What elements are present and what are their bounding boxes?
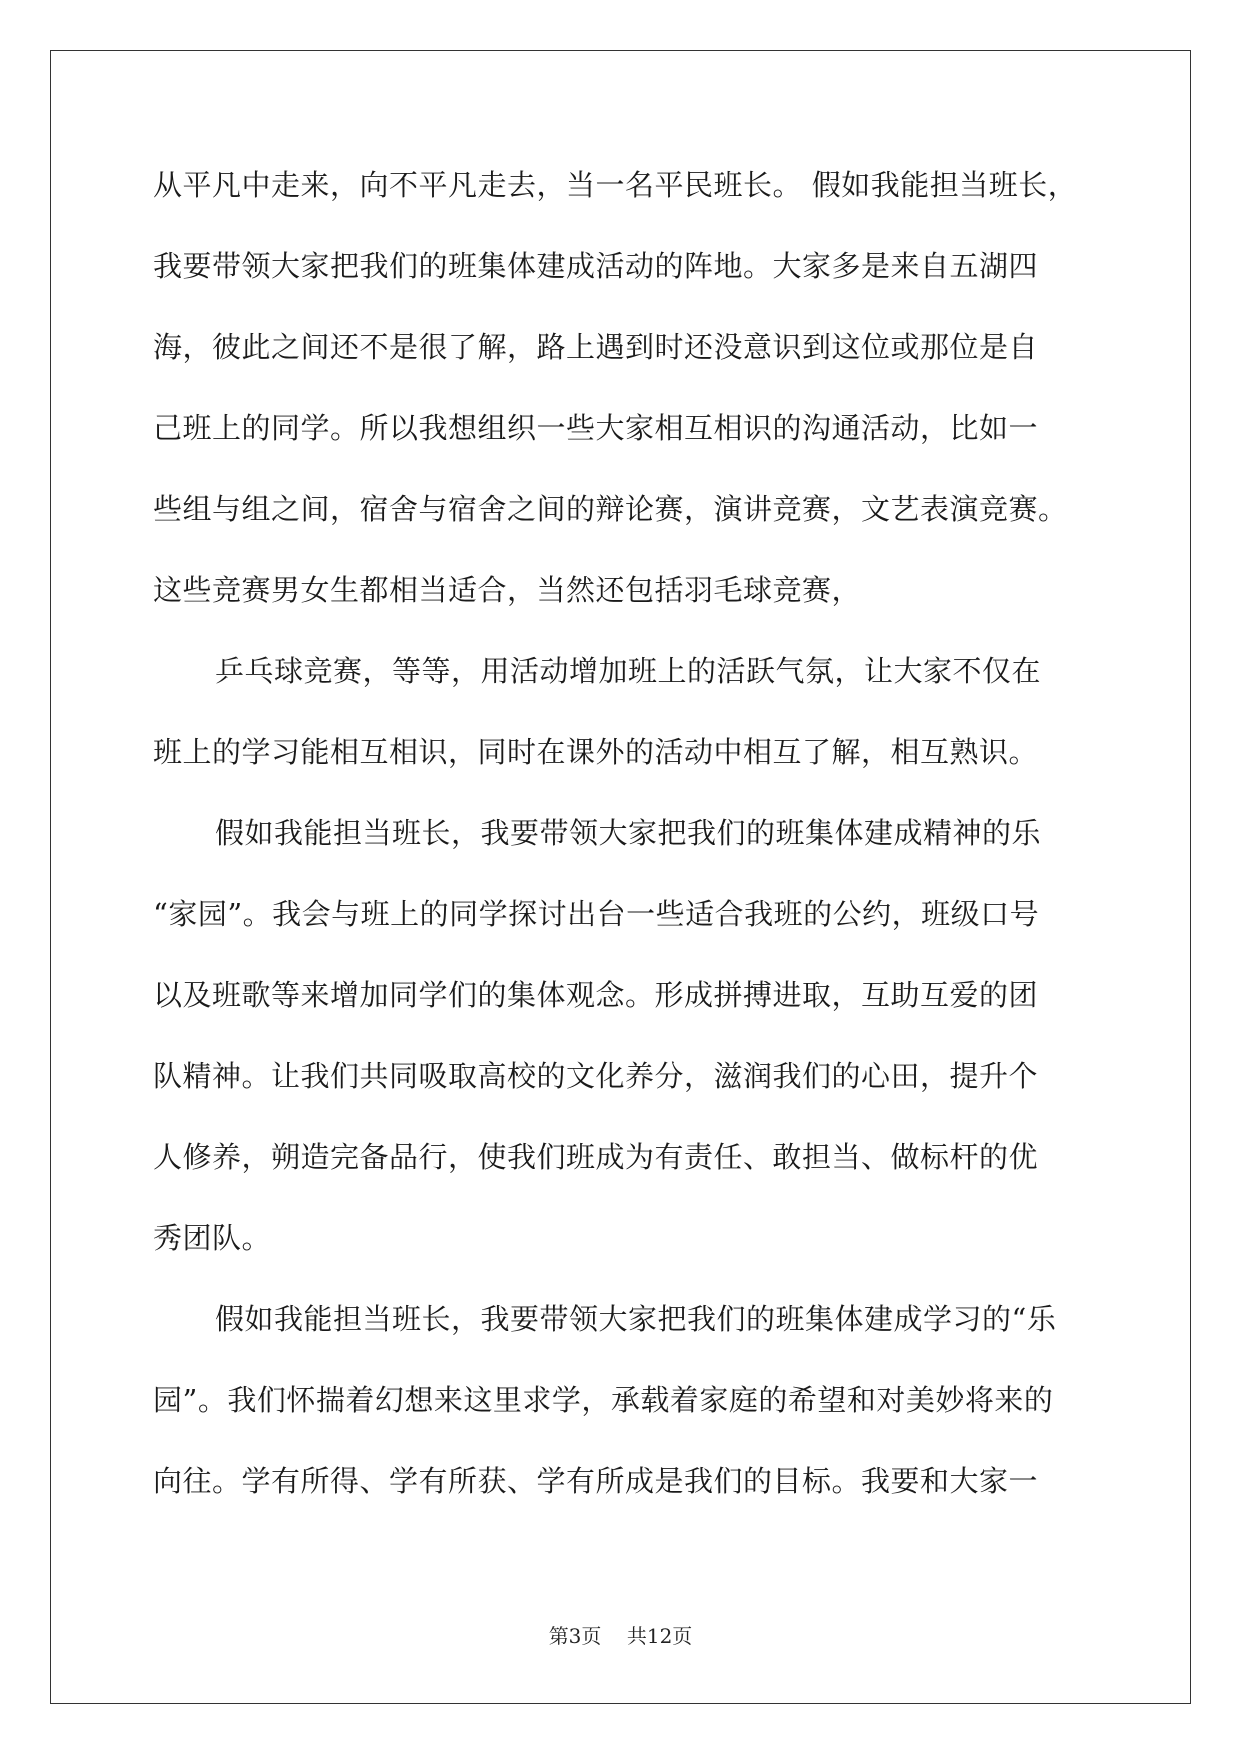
text-line: 人修养，朔造完备品行，使我们班成为有责任、敢担当、做标杆的优	[153, 1140, 1039, 1174]
text-line: 我要带领大家把我们的班集体建成活动的阵地。大家多是来自五湖四	[153, 249, 1039, 283]
text-line: 海，彼此之间还不是很了解，路上遇到时还没意识到这位或那位是自	[153, 330, 1039, 364]
text-line: 假如我能担当班长，我要带领大家把我们的班集体建成学习的“乐	[215, 1302, 1057, 1336]
text-line: 己班上的同学。所以我想组织一些大家相互相识的沟通活动，比如一	[153, 411, 1039, 445]
text-line: 班上的学习能相互相识，同时在课外的活动中相互了解，相互熟识。	[153, 735, 1039, 769]
body-text	[153, 165, 1123, 1542]
text-line: 以及班歌等来增加同学们的集体观念。形成拼搏进取，互助互爱的团	[153, 978, 1039, 1012]
text-line: 这些竞赛男女生都相当适合，当然还包括羽毛球竞赛，	[153, 573, 862, 607]
text-line: 向往。学有所得、学有所获、学有所成是我们的目标。我要和大家一	[153, 1464, 1039, 1498]
text-line: 队精神。让我们共同吸取高校的文化养分，滋润我们的心田，提升个	[153, 1059, 1039, 1093]
text-line: 秀团队。	[153, 1221, 272, 1255]
text-line: 园”。我们怀揣着幻想来这里求学，承载着家庭的希望和对美妙将来的	[153, 1383, 1054, 1417]
text-line: 假如我能担当班长，我要带领大家把我们的班集体建成精神的乐	[215, 816, 1042, 850]
text-line: 乒乓球竞赛，等等，用活动增加班上的活跃气氛，让大家不仅在	[215, 654, 1042, 688]
page-total: 共12页	[626, 1624, 693, 1648]
text-line: 些组与组之间，宿舍与宿舍之间的辩论赛，演讲竞赛，文艺表演竞赛。	[153, 492, 1068, 526]
page-footer	[0, 1620, 1241, 1649]
page-number: 第3页	[548, 1624, 602, 1648]
text-line: “家园”。我会与班上的同学探讨出台一些适合我班的公约，班级口号	[153, 897, 1040, 931]
text-line: 从平凡中走来，向不平凡走去，当一名平民班长。 假如我能担当班长，	[153, 168, 1078, 202]
